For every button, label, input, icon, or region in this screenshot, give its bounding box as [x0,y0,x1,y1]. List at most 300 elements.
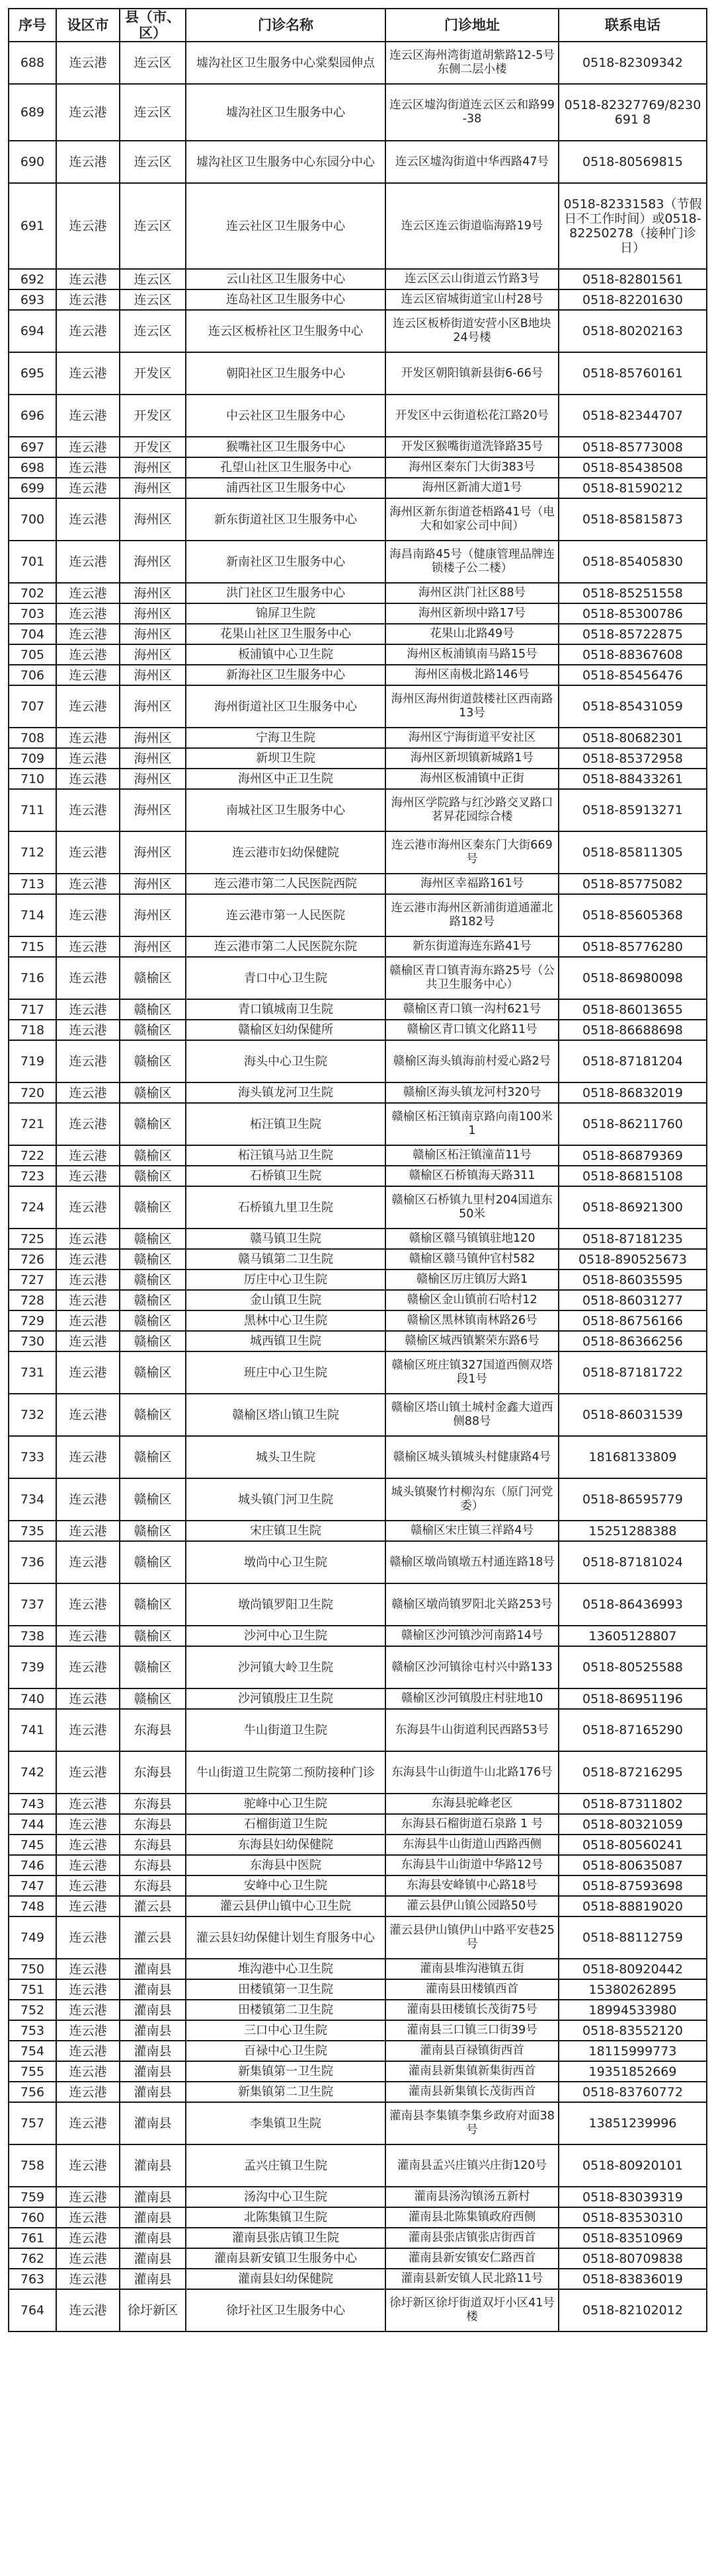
clinic-phone: 0518-83836019 [559,2269,707,2289]
clinic-name: 板浦镇中心卫生院 [186,644,385,665]
row-index: 737 [9,1583,56,1626]
clinic-phone: 0518-85251558 [559,583,707,603]
clinic-address: 赣榆区城西镇繁荣东路6号 [385,1331,559,1351]
clinic-phone: 18994533980 [559,2000,707,2020]
row-county: 赣榆区 [120,1646,186,1688]
clinic-name: 浦西社区卫生服务中心 [186,478,385,498]
clinic-phone: 0518-86879369 [559,1145,707,1166]
table-row [9,1835,707,1855]
clinic-name: 赣马镇第二卫生院 [186,1249,385,1269]
row-city: 连云港 [56,1751,120,1794]
row-index: 715 [9,936,56,957]
clinic-phone: 19351852669 [559,2061,707,2082]
clinic-address: 赣榆区墩尚镇罗阳北关路253号 [385,1583,559,1626]
table-row [9,2020,707,2041]
row-city: 连云港 [56,1709,120,1751]
row-city: 连云港 [56,1436,120,1478]
clinic-phone: 0518-86832019 [559,1082,707,1103]
table-row [9,1436,707,1478]
clinic-phone: 0518-80525588 [559,1646,707,1688]
row-county: 海州区 [120,728,186,748]
row-county: 连云区 [120,269,186,289]
clinic-name: 赣马镇卫生院 [186,1229,385,1249]
clinic-name: 牛山街道卫生院第二预防接种门诊 [186,1751,385,1794]
clinic-name: 新南社区卫生服务中心 [186,541,385,583]
clinic-phone: 0518-86031539 [559,1394,707,1436]
table-row [9,1875,707,1896]
clinic-address: 赣榆区青口镇一沟村621号 [385,999,559,1020]
clinic-address: 海昌南路45号（健康管理品牌连锁楼子公二楼） [385,541,559,583]
row-index: 735 [9,1521,56,1541]
clinic-name: 柘汪镇卫生院 [186,1103,385,1145]
clinic-address: 灌南县田楼镇长茂街75号 [385,2000,559,2020]
row-index: 760 [9,2207,56,2228]
clinic-name: 洪门社区卫生服务中心 [186,583,385,603]
clinic-name: 朝阳社区卫生服务中心 [186,352,385,395]
clinic-phone: 0518-88367608 [559,644,707,665]
clinic-phone: 0518-87181204 [559,1040,707,1082]
clinic-phone: 0518-83510969 [559,2228,707,2248]
row-index: 690 [9,141,56,183]
row-index: 761 [9,2228,56,2248]
row-city: 连云港 [56,1145,120,1166]
row-city: 连云港 [56,831,120,874]
clinic-phone: 0518-80569815 [559,141,707,183]
row-index: 751 [9,1979,56,2000]
clinic-phone: 0518-80709838 [559,2248,707,2269]
clinic-phone: 0518-85811305 [559,831,707,874]
clinic-name: 三口中心卫生院 [186,2020,385,2041]
header-city: 设区市 [56,9,120,42]
row-city: 连云港 [56,1916,120,1959]
clinic-name: 北陈集镇卫生院 [186,2207,385,2228]
clinic-phone: 0518-80682301 [559,728,707,748]
row-county: 东海县 [120,1855,186,1875]
clinic-address: 赣榆区海头镇海前村爱心路2号 [385,1040,559,1082]
row-county: 徐圩新区 [120,2289,186,2331]
row-index: 752 [9,2000,56,2020]
row-city: 连云港 [56,1269,120,1290]
clinic-phone: 0518-82331583（节假日不工作时间）或0518-82250278（接种门诊日） [559,183,707,269]
clinic-phone: 0518-85776280 [559,936,707,957]
row-index: 754 [9,2041,56,2061]
row-index: 746 [9,1855,56,1875]
row-city: 连云港 [56,183,120,269]
clinic-phone: 0518-86980098 [559,957,707,999]
clinic-name: 灌南县张店镇卫生院 [186,2228,385,2248]
table-row [9,457,707,478]
clinic-name: 新集镇第二卫生院 [186,2082,385,2102]
clinic-phone: 0518-83530310 [559,2207,707,2228]
clinic-phone: 0518-86035595 [559,1269,707,1290]
row-index: 700 [9,498,56,541]
clinic-address: 海州区宁海街道平安社区 [385,728,559,748]
clinic-address: 赣榆区沙河镇徐屯村兴中路133 [385,1646,559,1688]
row-index: 763 [9,2269,56,2289]
header-county: 县（市、区） [120,9,186,42]
row-index: 732 [9,1394,56,1436]
table-row [9,2228,707,2248]
clinic-name: 赣榆区塔山镇卫生院 [186,1394,385,1436]
clinic-phone: 0518-80202163 [559,310,707,352]
clinic-address: 灌南县张店镇张店街西首 [385,2228,559,2248]
clinic-phone: 0518-87216295 [559,1751,707,1794]
row-county: 灌南县 [120,2102,186,2144]
clinic-phone: 0518-83039319 [559,2187,707,2207]
clinic-name: 百禄中心卫生院 [186,2041,385,2061]
table-row [9,1979,707,2000]
row-city: 连云港 [56,2102,120,2144]
table-row [9,2269,707,2289]
row-county: 赣榆区 [120,1103,186,1145]
clinic-phone: 0518-86951196 [559,1688,707,1709]
row-city: 连云港 [56,936,120,957]
table-row [9,395,707,437]
clinic-name: 海州区中正卫生院 [186,769,385,789]
table-row [9,141,707,183]
row-index: 725 [9,1229,56,1249]
row-county: 赣榆区 [120,1229,186,1249]
clinic-address: 赣榆区墩尚镇墩五村通连路18号 [385,1541,559,1583]
clinic-name: 灌云县伊山镇中心卫生院 [186,1896,385,1916]
row-index: 688 [9,42,56,84]
table-row [9,2187,707,2207]
row-index: 701 [9,541,56,583]
clinic-name: 云山社区卫生服务中心 [186,269,385,289]
row-city: 连云港 [56,1478,120,1521]
row-index: 718 [9,1020,56,1040]
clinic-phone: 0518-85456476 [559,665,707,685]
row-county: 海州区 [120,624,186,644]
row-city: 连云港 [56,1626,120,1646]
row-county: 东海县 [120,1751,186,1794]
row-city: 连云港 [56,541,120,583]
clinic-address: 连云区海州湾街道胡紫路12-5号东侧二层小楼 [385,42,559,84]
clinic-address: 东海县牛山街道利民西路53号 [385,1709,559,1751]
row-city: 连云港 [56,748,120,769]
row-city: 连云港 [56,42,120,84]
clinic-name: 城西镇卫生院 [186,1331,385,1351]
clinic-phone: 0518-86688698 [559,1020,707,1040]
row-county: 灌南县 [120,2000,186,2020]
table-row [9,183,707,269]
clinic-name: 柘汪镇马站卫生院 [186,1145,385,1166]
clinic-phone: 0518-80920442 [559,1959,707,1979]
row-index: 702 [9,583,56,603]
row-index: 712 [9,831,56,874]
clinic-phone: 0518-87181722 [559,1351,707,1394]
clinic-address: 灌南县北陈集镇政府西侧 [385,2207,559,2228]
table-row [9,583,707,603]
table-row [9,1814,707,1835]
table-row [9,1351,707,1394]
table-row [9,1541,707,1583]
table-row [9,1145,707,1166]
row-county: 海州区 [120,685,186,728]
table-row [9,936,707,957]
row-index: 738 [9,1626,56,1646]
clinic-name: 连云社区卫生服务中心 [186,183,385,269]
table-row [9,1310,707,1331]
row-city: 连云港 [56,2061,120,2082]
row-index: 758 [9,2144,56,2187]
clinic-name: 青口中心卫生院 [186,957,385,999]
row-city: 连云港 [56,2228,120,2248]
row-index: 726 [9,1249,56,1269]
row-city: 连云港 [56,1794,120,1814]
clinic-phone: 0518-88433261 [559,769,707,789]
row-index: 743 [9,1794,56,1814]
clinic-name: 赣榆区妇幼保健所 [186,1020,385,1040]
clinic-phone: 0518-86921300 [559,1186,707,1229]
row-index: 750 [9,1959,56,1979]
row-index: 693 [9,289,56,310]
clinic-phone: 0518-85300786 [559,603,707,624]
clinic-name: 墟沟社区卫生服务中心棠梨园伸点 [186,42,385,84]
clinic-name: 猴嘴社区卫生服务中心 [186,437,385,457]
clinic-address: 赣榆区宋庄镇三祥路4号 [385,1521,559,1541]
table-row [9,1082,707,1103]
clinic-phone: 0518-86013655 [559,999,707,1020]
table-header-row [9,9,707,42]
clinic-phone: 0518-82309342 [559,42,707,84]
clinic-address: 灌南县新集镇长茂街西首 [385,2082,559,2102]
row-city: 连云港 [56,2187,120,2207]
clinic-phone: 0518-86366256 [559,1331,707,1351]
row-city: 连云港 [56,1331,120,1351]
row-county: 东海县 [120,1814,186,1835]
clinic-address: 赣榆区青口镇青海东路25号（公共卫生服务中心） [385,957,559,999]
table-row [9,624,707,644]
row-index: 720 [9,1082,56,1103]
clinic-name: 灌南县新安镇卫生服务中心 [186,2248,385,2269]
clinic-phone: 0518-82344707 [559,395,707,437]
clinic-address: 花果山北路49号 [385,624,559,644]
clinic-address: 海州区板浦镇南马路15号 [385,644,559,665]
row-city: 连云港 [56,894,120,936]
clinic-name: 沙河镇大岭卫生院 [186,1646,385,1688]
clinic-name: 新东街道社区卫生服务中心 [186,498,385,541]
table-row [9,894,707,936]
row-county: 赣榆区 [120,999,186,1020]
clinic-name: 黑林中心卫生院 [186,1310,385,1331]
table-row [9,1040,707,1082]
clinic-address: 海州区洪门社区88号 [385,583,559,603]
clinic-address: 开发区朝阳镇新县街6-66号 [385,352,559,395]
row-index: 755 [9,2061,56,2082]
clinic-address: 灌南县堆沟港镇五街 [385,1959,559,1979]
clinic-name: 田楼镇第一卫生院 [186,1979,385,2000]
row-index: 716 [9,957,56,999]
clinic-phone: 0518-83760772 [559,2082,707,2102]
row-county: 灌南县 [120,2248,186,2269]
clinic-address: 赣榆区柘汪镇南京路向南100米1 [385,1103,559,1145]
row-county: 赣榆区 [120,1290,186,1310]
clinic-phone: 0518-85372958 [559,748,707,769]
row-index: 723 [9,1166,56,1186]
clinic-name: 新海社区卫生服务中心 [186,665,385,685]
table-row [9,2061,707,2082]
row-city: 连云港 [56,478,120,498]
table-row [9,728,707,748]
row-index: 722 [9,1145,56,1166]
clinic-phone: 0518-85773008 [559,437,707,457]
row-city: 连云港 [56,1020,120,1040]
row-county: 赣榆区 [120,1310,186,1331]
table-row [9,1229,707,1249]
clinic-phone: 0518-86595779 [559,1478,707,1521]
row-index: 764 [9,2289,56,2331]
clinic-address: 东海县牛山街道中华路12号 [385,1855,559,1875]
table-row [9,1290,707,1310]
clinic-phone: 0518-85438508 [559,457,707,478]
row-county: 连云区 [120,183,186,269]
table-row [9,1394,707,1436]
row-county: 赣榆区 [120,1478,186,1521]
row-county: 开发区 [120,352,186,395]
row-county: 连云区 [120,310,186,352]
row-index: 719 [9,1040,56,1082]
clinic-address: 海州区幸福路161号 [385,874,559,894]
row-index: 717 [9,999,56,1020]
row-city: 连云港 [56,644,120,665]
row-city: 连云港 [56,874,120,894]
clinic-address: 赣榆区金山镇前石哈村12 [385,1290,559,1310]
clinic-address: 海州区南极北路146号 [385,665,559,685]
row-city: 连云港 [56,1394,120,1436]
table-row [9,1521,707,1541]
row-county: 赣榆区 [120,1145,186,1166]
row-index: 713 [9,874,56,894]
clinic-name: 孟兴庄镇卫生院 [186,2144,385,2187]
clinic-phone: 0518-86436993 [559,1583,707,1626]
row-county: 赣榆区 [120,1186,186,1229]
clinic-name: 墟沟社区卫生服务中心东园分中心 [186,141,385,183]
row-city: 连云港 [56,728,120,748]
clinic-address: 连云区云山街道云竹路3号 [385,269,559,289]
row-city: 连云港 [56,141,120,183]
clinic-phone: 0518-82201630 [559,289,707,310]
clinic-name: 城头卫生院 [186,1436,385,1478]
row-county: 赣榆区 [120,1249,186,1269]
row-index: 730 [9,1331,56,1351]
row-index: 734 [9,1478,56,1521]
row-index: 707 [9,685,56,728]
clinic-address: 海州区秦东门大街383号 [385,457,559,478]
row-city: 连云港 [56,1541,120,1583]
table-row [9,748,707,769]
table-row [9,685,707,728]
row-city: 连云港 [56,2020,120,2041]
row-index: 731 [9,1351,56,1394]
row-city: 连云港 [56,84,120,141]
row-city: 连云港 [56,957,120,999]
clinic-name: 连云港市第二人民医院西院 [186,874,385,894]
clinic-address: 赣榆区石桥镇九里村204国道东50米 [385,1186,559,1229]
row-city: 连云港 [56,1875,120,1896]
table-row [9,2248,707,2269]
row-county: 东海县 [120,1794,186,1814]
clinic-phone: 0518-83552120 [559,2020,707,2041]
clinic-address: 灌南县李集镇李集乡政府对面38号 [385,2102,559,2144]
table-row [9,1249,707,1269]
clinic-name: 中云社区卫生服务中心 [186,395,385,437]
row-county: 东海县 [120,1709,186,1751]
clinic-phone: 0518-85605368 [559,894,707,936]
row-county: 灌南县 [120,2082,186,2102]
table-row [9,1626,707,1646]
table-row [9,999,707,1020]
table-row [9,1916,707,1959]
row-city: 连云港 [56,624,120,644]
row-county: 灌南县 [120,2228,186,2248]
clinic-name: 石桥镇九里卫生院 [186,1186,385,1229]
row-index: 694 [9,310,56,352]
row-index: 736 [9,1541,56,1583]
clinic-address: 连云港市海州区秦东门大街669号 [385,831,559,874]
clinic-address: 新东街道海连东路41号 [385,936,559,957]
row-index: 721 [9,1103,56,1145]
table-row [9,957,707,999]
table-row [9,1583,707,1626]
row-index: 711 [9,789,56,831]
row-city: 连云港 [56,352,120,395]
row-county: 赣榆区 [120,1521,186,1541]
row-city: 连云港 [56,1959,120,1979]
clinic-name: 徐圩社区卫生服务中心 [186,2289,385,2331]
clinic-name: 灌南县妇幼保健院 [186,2269,385,2289]
row-county: 灌南县 [120,2187,186,2207]
row-city: 连云港 [56,603,120,624]
row-index: 692 [9,269,56,289]
row-county: 灌南县 [120,2041,186,2061]
clinic-name: 沙河中心卫生院 [186,1626,385,1646]
row-county: 连云区 [120,141,186,183]
clinic-phone: 0518-85722875 [559,624,707,644]
row-city: 连云港 [56,1521,120,1541]
clinic-address: 东海县牛山街道山西路西侧 [385,1835,559,1855]
row-city: 连云港 [56,1290,120,1310]
clinic-name: 墩尚镇罗阳卫生院 [186,1583,385,1626]
clinic-address: 灌南县三口镇三口街39号 [385,2020,559,2041]
row-index: 749 [9,1916,56,1959]
row-county: 海州区 [120,457,186,478]
row-city: 连云港 [56,395,120,437]
table-row [9,1186,707,1229]
clinic-phone: 15380262895 [559,1979,707,2000]
row-index: 710 [9,769,56,789]
table-row [9,1269,707,1290]
clinic-phone: 0518-85815873 [559,498,707,541]
clinic-phone: 0518-85760161 [559,352,707,395]
row-county: 海州区 [120,894,186,936]
clinic-name: 田楼镇第二卫生院 [186,2000,385,2020]
row-county: 赣榆区 [120,1331,186,1351]
clinic-name: 新集镇第一卫生院 [186,2061,385,2082]
row-county: 赣榆区 [120,1166,186,1186]
row-city: 连云港 [56,1103,120,1145]
row-index: 699 [9,478,56,498]
clinic-address: 海州区新浦大道1号 [385,478,559,498]
clinic-address: 海州区新东街道苍梧路41号（电大和如家公司中间） [385,498,559,541]
row-county: 赣榆区 [120,1626,186,1646]
table-row [9,478,707,498]
row-city: 连云港 [56,1979,120,2000]
row-city: 连云港 [56,2289,120,2331]
clinic-name: 牛山街道卫生院 [186,1709,385,1751]
row-county: 海州区 [120,498,186,541]
table-row [9,498,707,541]
